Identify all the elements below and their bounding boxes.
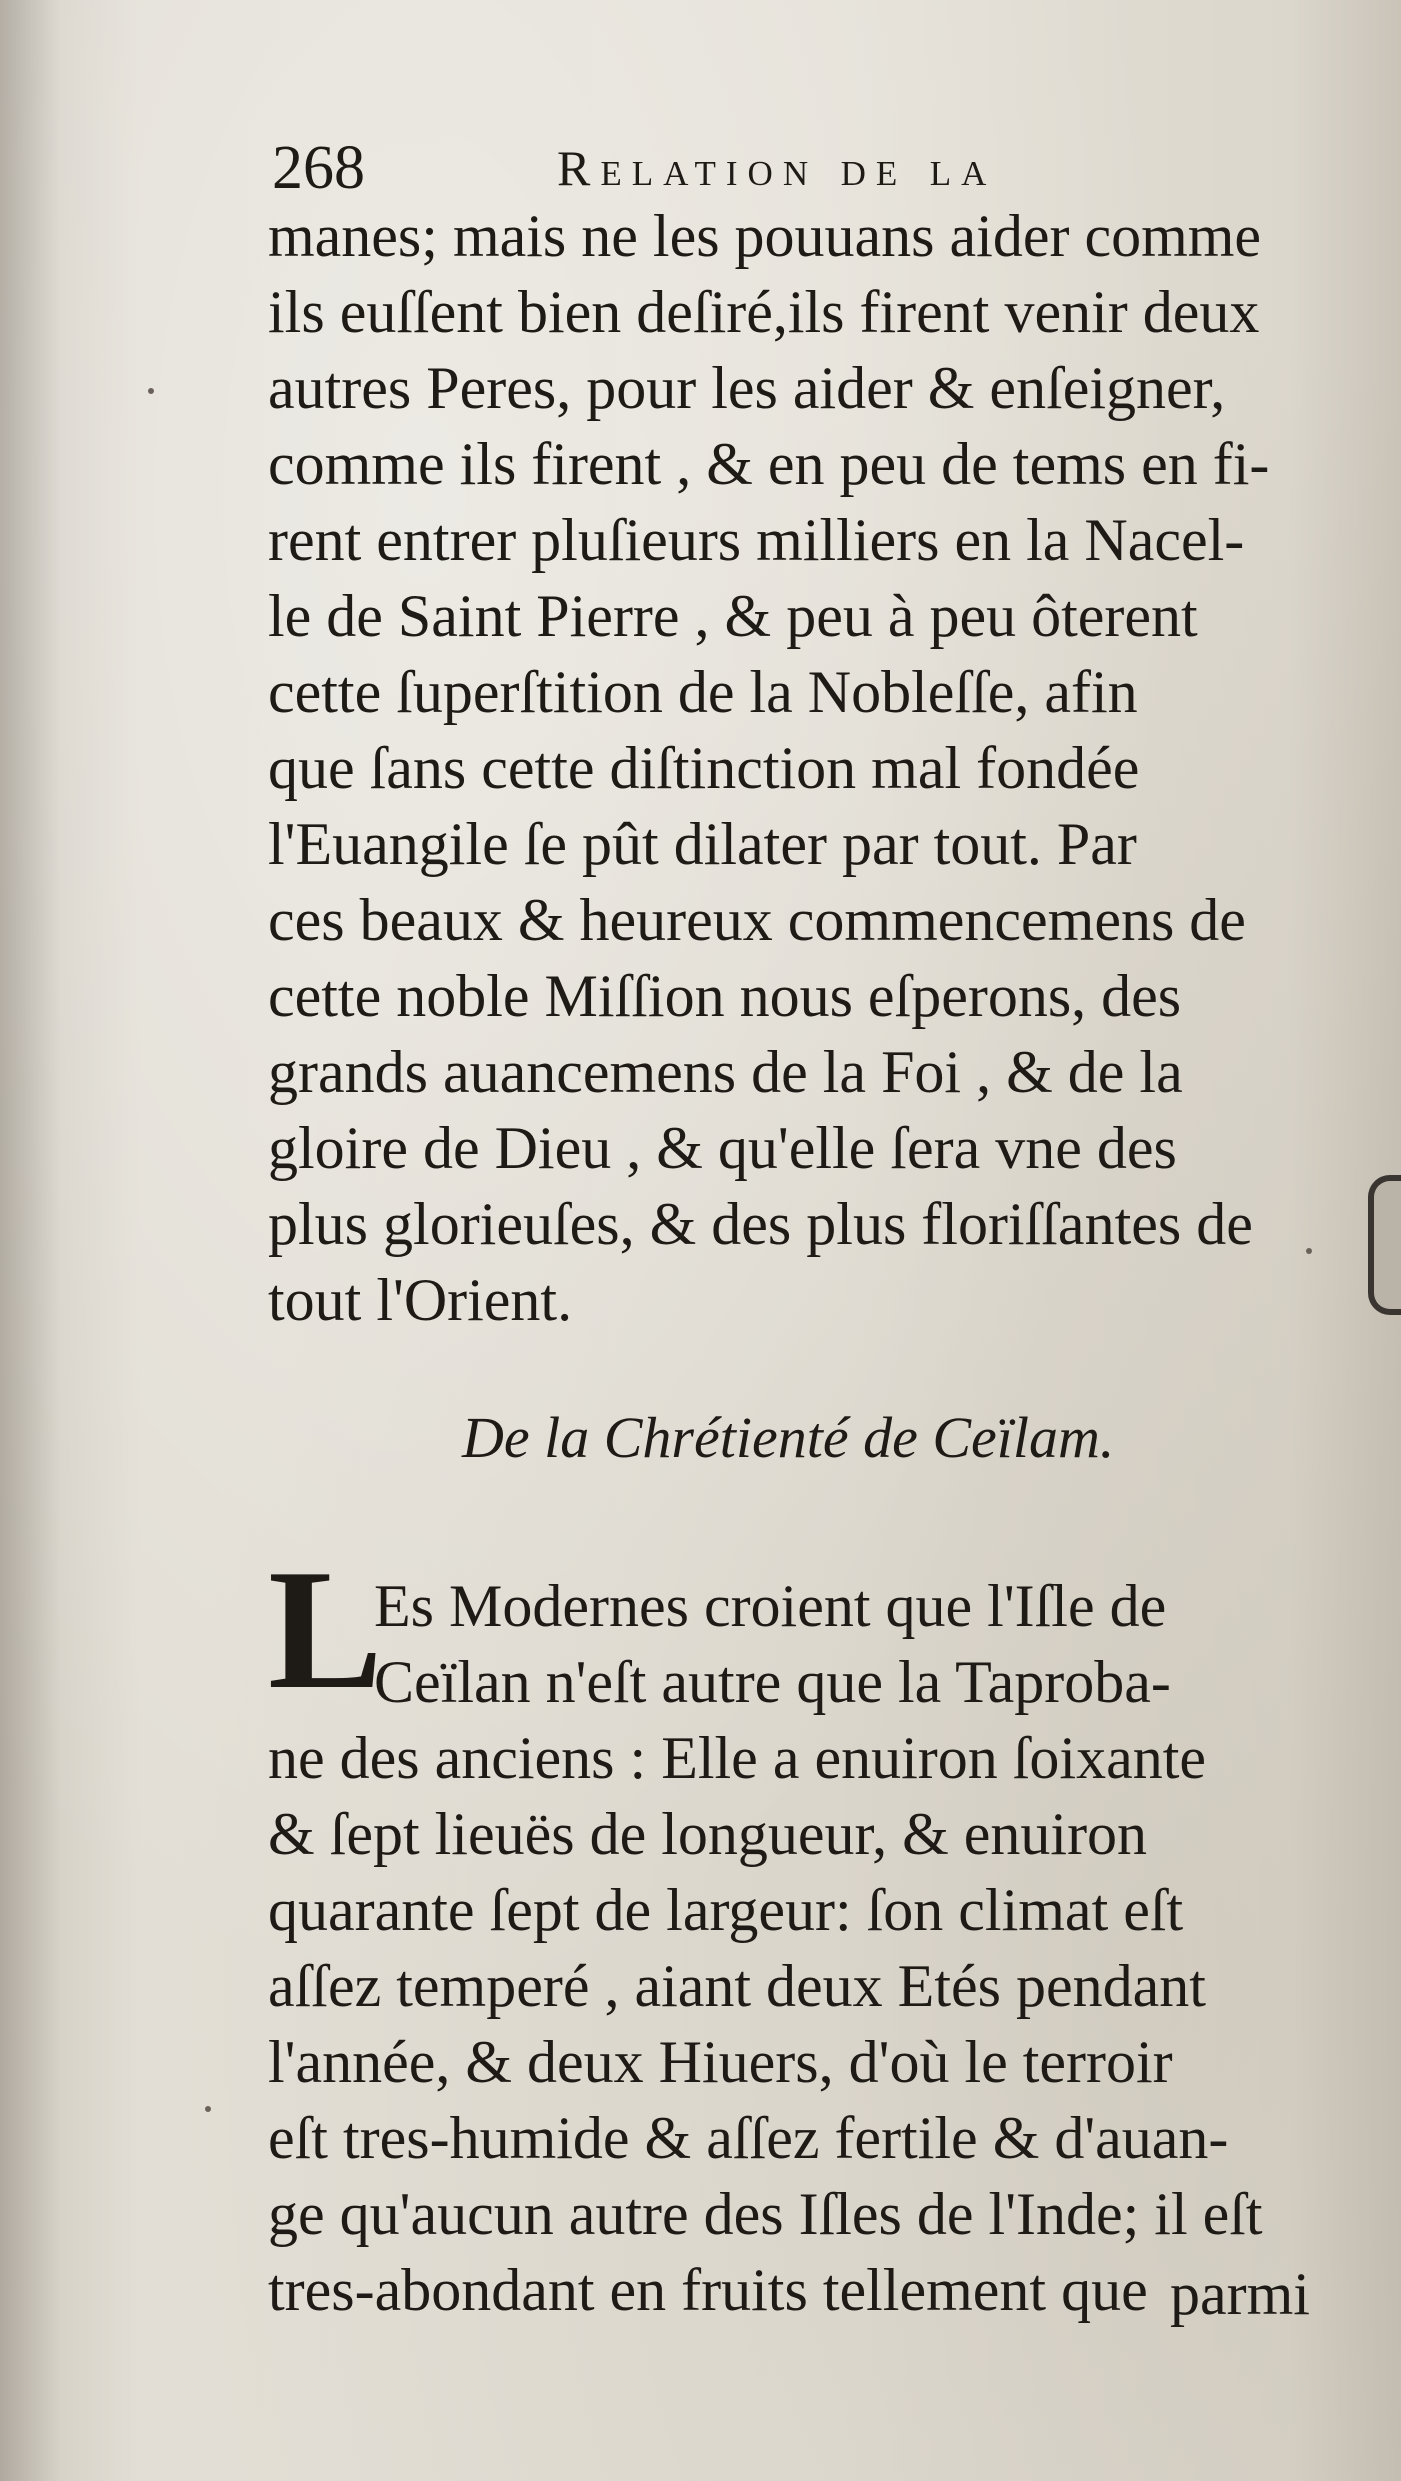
spine-shadow <box>0 0 60 2481</box>
paper-speck <box>205 2106 211 2112</box>
paragraph-2 <box>268 1568 1368 2328</box>
text-line: quarante ſept de largeur: ſon climat eſt <box>268 1877 1184 1943</box>
text-line: eſt tres-humide & aſſez fertile & d'auan- <box>268 2105 1229 2171</box>
text-line: tout l'Orient. <box>268 1267 573 1333</box>
page-header <box>272 128 1272 208</box>
text-line: ge qu'aucun autre des Iſles de l'Inde; il eſt <box>268 2181 1263 2247</box>
text-line: tres-abondant en fruits tellement que <box>268 2257 1148 2323</box>
text-line: que ſans cette diſtinction mal fondée <box>268 735 1140 801</box>
page-number: 268 <box>272 134 365 202</box>
text-line: aſſez temperé , aiant deux Etés pendant <box>268 1953 1206 2019</box>
catchword: parmi <box>1170 2261 1310 2327</box>
text-line: cette ſuperſtition de la Nobleſſe, afin <box>268 659 1138 725</box>
text-line: Es Modernes croient que l'Iſle de <box>374 1573 1167 1639</box>
paragraph-1 <box>268 198 1368 1338</box>
text-line: rent entrer pluſieurs milliers en la Nacel- <box>268 507 1245 573</box>
paper-speck <box>148 388 154 394</box>
text-line: comme ils firent , & en peu de tems en fi- <box>268 431 1270 497</box>
text-line: gloire de Dieu , & qu'elle ſera vne des <box>268 1115 1177 1181</box>
running-head: Relation de la <box>557 140 997 196</box>
text-line: l'année, & deux Hiuers, d'où le terroir <box>268 2029 1173 2095</box>
text-line: & ſept lieuës de longueur, & enuiron <box>268 1801 1148 1867</box>
text-line: Ceïlan n'eſt autre que la Taproba- <box>374 1649 1171 1715</box>
text-line: manes; mais ne les pouuans aider comme <box>268 203 1262 269</box>
text-line: ils euſſent bien deſiré,ils firent venir deux <box>268 279 1260 345</box>
text-line: ne des anciens : Elle a enuiron ſoixante <box>268 1725 1206 1791</box>
text-line: l'Euangile ſe pût dilater par tout. Par <box>268 811 1137 877</box>
drop-cap: L <box>268 1535 383 1725</box>
text-line: plus glorieuſes, & des plus floriſſantes de <box>268 1191 1253 1257</box>
text-line: autres Peres, pour les aider & enſeigner, <box>268 355 1226 421</box>
page-tab-marker <box>1368 1175 1401 1315</box>
text-line: ces beaux & heureux commencemens de <box>268 887 1246 953</box>
text-line: le de Saint Pierre , & peu à peu ôterent <box>268 583 1198 649</box>
section-heading: De la Chrétienté de Ceïlam. <box>462 1405 1115 1470</box>
paper-speck <box>1306 1248 1312 1254</box>
text-line: cette noble Miſſion nous eſperons, des <box>268 963 1182 1029</box>
text-line: grands auancemens de la Foi , & de la <box>268 1039 1183 1105</box>
